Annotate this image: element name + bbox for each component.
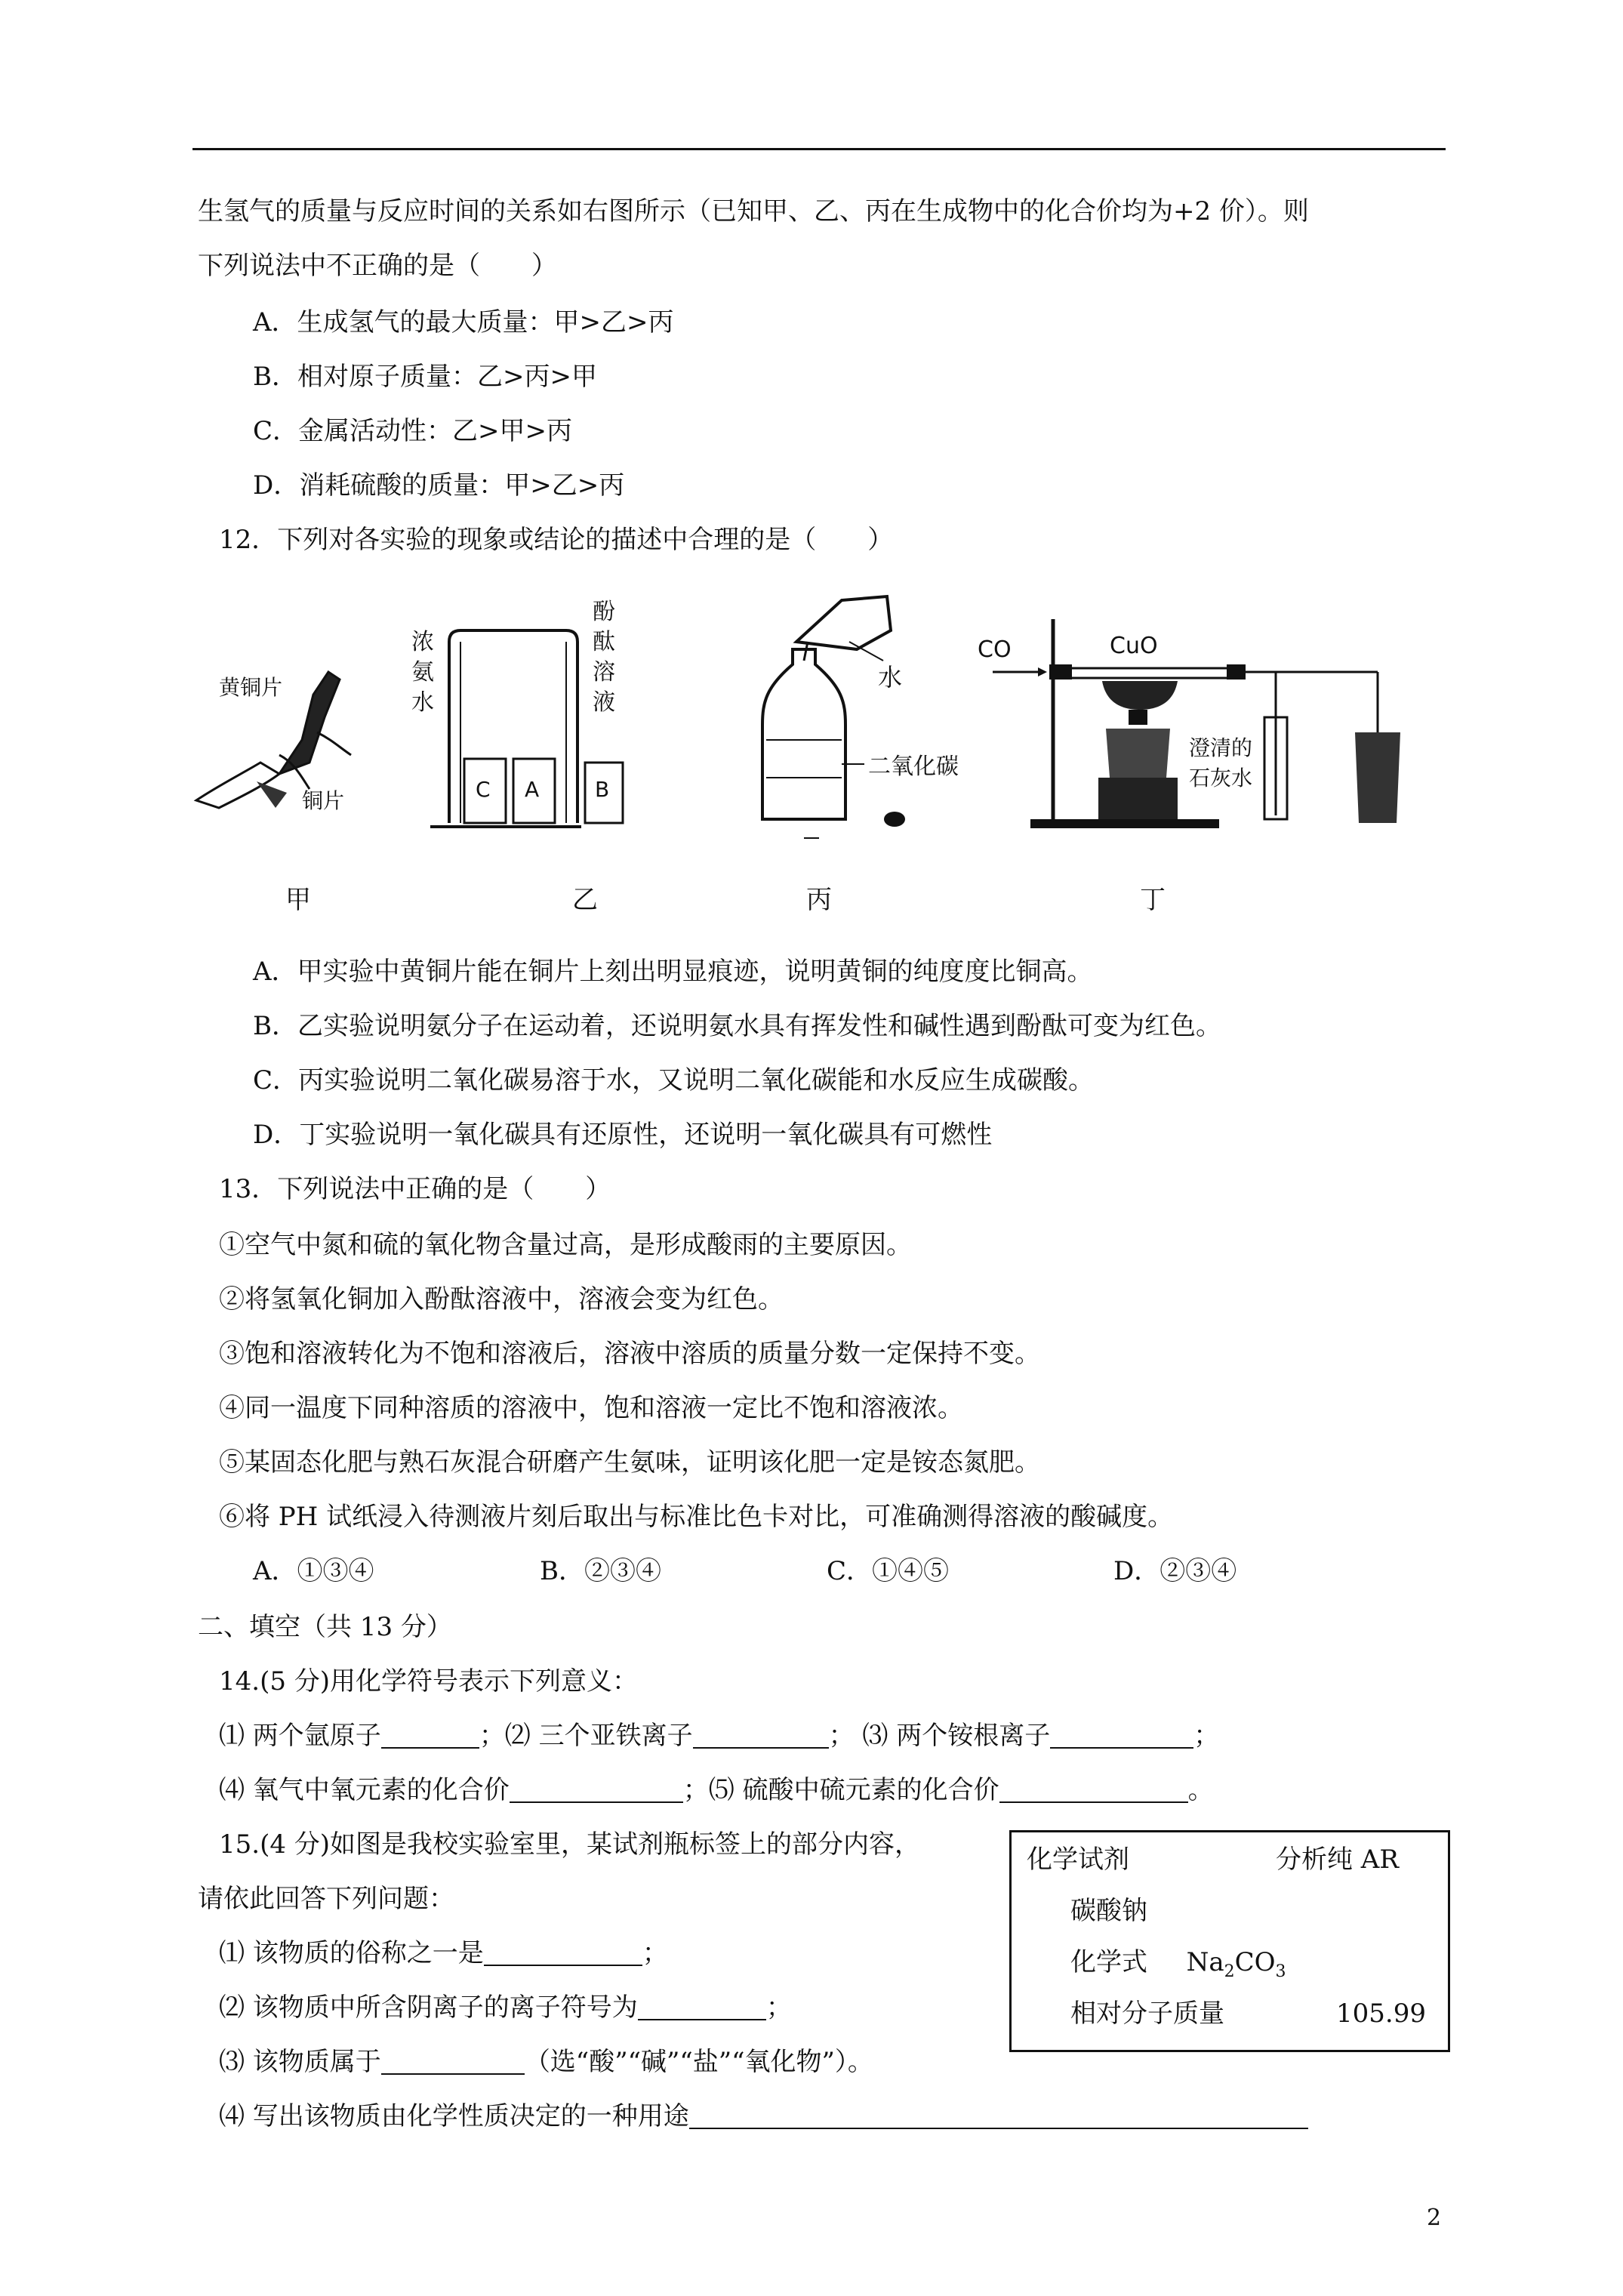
q12-option-a: A．甲实验中黄铜片能在铜片上刻出明显痕迹，说明黄铜的纯度度比铜高。 [253,957,1093,987]
q15-item-1: ⑴ 该物质的俗称之一是 [219,1938,484,1968]
q13-option-b: B．②③④ [540,1556,661,1586]
q13-option-d: D．②③④ [1113,1556,1237,1586]
figure-bing-diagram [744,589,1000,846]
q12-option-b: B．乙实验说明氨分子在运动着，还说明氨水具有挥发性和碱性遇到酚酞可变为红色。 [253,1011,1221,1041]
q13-statement-3: ③饱和溶液转化为不饱和溶液后，溶液中溶质的质量分数一定保持不变。 [219,1339,1040,1369]
reagent-formula-sub-1: 2 [1224,1962,1235,1981]
header-rule [192,148,1446,150]
reagent-mass-value: 105.99 [1336,1999,1426,2029]
figure-ding-diagram [978,596,1400,838]
q14-item-5-end: 。 [1187,1775,1214,1805]
label-tai: 酞 [593,629,615,655]
q11-option-d: D．消耗硫酸的质量：甲>乙>丙 [253,470,625,501]
q14-item-3: ； ⑶ 两个铵根离子 [828,1721,1051,1751]
label-shui: 水 [411,689,434,716]
q15-blank-2[interactable] [638,1993,766,2020]
q14-row-1 [219,1719,1219,1752]
caption-ding: 丁 [1140,885,1166,915]
q14-blank-3[interactable] [1050,1721,1193,1749]
q15-row-1 [219,1937,668,1970]
q15-item-1-end: ； [642,1938,668,1968]
caption-yi: 乙 [572,885,598,915]
q14-item-1: ⑴ 两个氩原子 [219,1721,381,1751]
reagent-label-box [1009,1830,1450,2052]
q14-item-4: ⑷ 氧气中氧元素的化合价 [219,1775,510,1805]
caption-jia: 甲 [285,885,311,915]
label-an: 氨 [411,659,434,686]
q14-blank-1[interactable] [381,1721,479,1749]
q15-row-2 [219,1991,792,2024]
label-co2: 二氧化碳 [868,754,959,780]
q15-item-2: ⑵ 该物质中所含阴离子的离子符号为 [219,1992,638,2023]
label-copper: 铜片 [302,788,345,813]
q15-stem: 15.(4 分)如图是我校实验室里，某试剂瓶标签上的部分内容， [219,1829,921,1860]
q12-option-c: C．丙实验说明二氧化碳易溶于水，又说明二氧化碳能和水反应生成碳酸。 [253,1065,1095,1096]
reagent-formula-sub-2: 3 [1275,1962,1286,1981]
reagent-formula-row [1070,1946,1286,1989]
label-cuo: CuO [1110,633,1158,659]
label-limewater-1: 澄清的 [1189,735,1253,760]
label-fen: 酚 [593,599,615,625]
label-nong: 浓 [411,629,434,655]
q15-item-2-end: ； [765,1992,792,2023]
page-number: 2 [1427,2205,1442,2231]
reagent-mass-label: 相对分子质量 [1070,1999,1224,2029]
label-water: 水 [878,663,903,692]
q15-row-4 [219,2100,1308,2133]
q11-option-a: A．生成氢气的最大质量：甲>乙>丙 [253,307,674,337]
q13-statement-1: ①空气中氮和硫的氧化物含量过高，是形成酸雨的主要原因。 [219,1230,912,1260]
label-co: CO [978,636,1012,663]
q13-statement-4: ④同一温度下同种溶质的溶液中，饱和溶液一定比不饱和溶液浓。 [219,1393,963,1423]
q11-option-c: C．金属活动性：乙>甲>丙 [253,416,572,446]
intro-line-1: 生氢气的质量与反应时间的关系如右图所示（已知甲、乙、丙在生成物中的化合价均为+2 价）。则 [198,196,1309,227]
q14-item-3-end: ； [1193,1721,1220,1751]
q14-blank-5[interactable] [999,1776,1188,1803]
q15-stem-2: 请依此回答下列问题： [198,1884,454,1914]
figure-jia-diagram [189,649,370,831]
q15-item-4: ⑷ 写出该物质由化学性质决定的一种用途 [219,2101,689,2131]
label-rong: 溶 [593,659,615,686]
section-2-title: 二、填空（共 13 分） [198,1612,452,1642]
reagent-type: 化学试剂 [1027,1845,1129,1875]
q14-stem: 14.(5 分)用化学符号表示下列意义： [219,1666,639,1697]
reagent-grade: 分析纯 AR [1276,1845,1399,1875]
reagent-formula-co: CO [1234,1947,1276,1977]
q14-item-2: ；⑵ 三个亚铁离子 [479,1721,693,1751]
intro-line-2: 下列说法中不正确的是（ ） [198,251,557,281]
q13-option-c: C．①④⑤ [827,1556,950,1586]
caption-bing: 丙 [806,885,832,915]
q13-option-a: A．①③④ [253,1556,374,1586]
q14-blank-4[interactable] [510,1776,683,1803]
q15-blank-3[interactable] [381,2048,525,2075]
q14-row-2 [219,1774,1214,1807]
label-ye: 液 [593,689,615,716]
label-limewater-2: 石灰水 [1189,766,1253,791]
q14-item-5: ；⑸ 硫酸中硫元素的化合价 [682,1775,999,1805]
q13-statement-5: ⑤某固态化肥与熟石灰混合研磨产生氨味，证明该化肥一定是铵态氮肥。 [219,1447,1040,1478]
reagent-name: 碳酸钠 [1070,1896,1147,1926]
q12-stem: 12．下列对各实验的现象或结论的描述中合理的是（ ） [219,525,894,555]
reagent-formula-na: Na [1186,1947,1224,1977]
reagent-formula-label: 化学式 [1070,1947,1147,1977]
q15-blank-1[interactable] [484,1939,642,1966]
q15-row-3 [219,2045,873,2079]
q15-blank-4[interactable] [689,2102,1308,2129]
figure-yi-diagram [400,596,627,838]
q11-option-b: B．相对原子质量：乙>丙>甲 [253,362,597,392]
q12-option-d: D．丁实验说明一氧化碳具有还原性，还说明一氧化碳具有可燃性 [253,1120,993,1150]
q15-item-3: ⑶ 该物质属于 [219,2047,381,2077]
q14-blank-2[interactable] [693,1721,829,1749]
q15-item-3-end: （选“酸”“碱”“盐”“氧化物”）。 [524,2047,873,2077]
q13-statement-2: ②将氢氧化铜加入酚酞溶液中，溶液会变为红色。 [219,1284,784,1314]
q13-stem: 13．下列说法中正确的是（ ） [219,1174,611,1204]
label-brass: 黄铜片 [219,675,283,700]
label-beaker-b: B [595,777,610,802]
label-beaker-a: A [525,777,540,802]
q13-statement-6: ⑥将 PH 试纸浸入待测液片刻后取出与标准比色卡对比，可准确测得溶液的酸碱度。 [219,1502,1174,1532]
label-beaker-c: C [476,777,491,802]
